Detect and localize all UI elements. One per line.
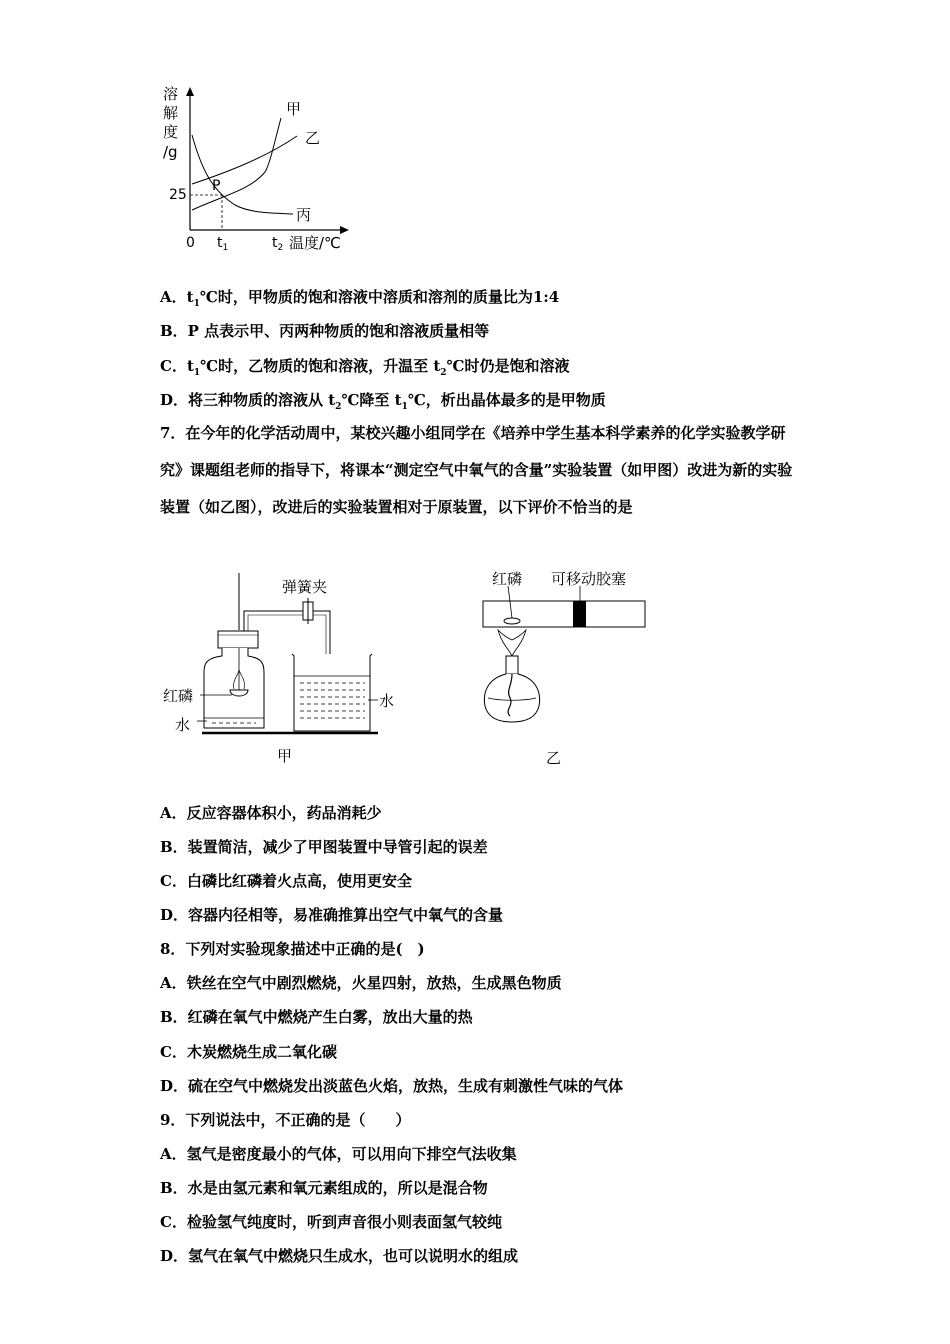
y-label-char-3: 度 bbox=[163, 123, 179, 141]
curve-label-bing: 丙 bbox=[296, 206, 312, 224]
label-phosphorus-yi: 红磷 bbox=[492, 570, 523, 588]
q9-option-d: D．氢气在氧气中燃烧只生成水，也可以说明水的组成 bbox=[160, 1247, 519, 1265]
curve-bing bbox=[192, 135, 293, 214]
phosphorus-dish bbox=[504, 618, 520, 624]
x-axis-arrow bbox=[340, 226, 349, 234]
q9-option-a: A．氢气是密度最小的气体，可以用向下排空气法收集 bbox=[160, 1145, 517, 1163]
lamp-wick-holder bbox=[506, 656, 518, 674]
q7-option-c: C．白磷比红磷着火点高，使用更安全 bbox=[160, 872, 412, 890]
label-water-right: 水 bbox=[379, 692, 395, 710]
q8-option-d: D．硫在空气中燃烧发出淡蓝色火焰，放热，生成有刺激性气味的气体 bbox=[160, 1077, 624, 1095]
origin-label: 0 bbox=[186, 235, 195, 251]
y-tick-25: 25 bbox=[169, 187, 187, 203]
q7-option-a: A．反应容器体积小，药品消耗少 bbox=[160, 804, 382, 822]
figure-yi bbox=[470, 568, 655, 773]
beaker bbox=[292, 654, 372, 731]
curve-jia bbox=[192, 118, 281, 210]
label-phosphorus-jia: 红磷 bbox=[163, 687, 194, 705]
movable-stopper bbox=[573, 601, 586, 627]
q6-option-c: C．$t_1℃$时，乙物质的饱和溶液，升温至 $t_2℃$时仍是饱和溶液 bbox=[160, 357, 570, 378]
label-water-left: 水 bbox=[175, 716, 191, 734]
chart-svg bbox=[155, 80, 355, 255]
stopper bbox=[218, 631, 258, 648]
q7-option-b: B．装置简洁，减少了甲图装置中导管引起的误差 bbox=[160, 838, 488, 856]
x-tick-t2: $t_2$ bbox=[272, 235, 284, 253]
y-label-char-4: /g bbox=[163, 143, 178, 161]
q9-option-b: B．水是由氢元素和氧元素组成的，所以是混合物 bbox=[160, 1179, 488, 1197]
q7-stem: 7．在今年的化学活动周中，某校兴趣小组同学在《培养中学生基本科学素养的化学实验教学研究》课题组老师的指导下，将课本“测定空气中氧气的含量”实验装置（如甲图）改进为新的实验装置（如乙图），改进后的实验装置相对于原装置，以下评价不恰当的是 bbox=[160, 424, 793, 516]
q9-stem: 9．下列说法中，不正确的是（ ） bbox=[160, 1111, 411, 1129]
q8-option-c: C．木炭燃烧生成二氧化碳 bbox=[160, 1043, 337, 1061]
figure-yi-svg bbox=[470, 568, 655, 773]
label-clamp: 弹簧夹 bbox=[282, 578, 328, 596]
caption-yi: 乙 bbox=[546, 749, 562, 767]
y-label-char-1: 溶 bbox=[163, 85, 179, 103]
q8-option-a: A．铁丝在空气中剧烈燃烧，火星四射，放热，生成黑色物质 bbox=[160, 974, 562, 992]
curve-label-jia: 甲 bbox=[286, 100, 302, 118]
q6-option-b: B．P 点表示甲、丙两种物质的饱和溶液质量相等 bbox=[160, 322, 490, 340]
flame-yi bbox=[498, 630, 526, 656]
alcohol-lamp bbox=[484, 674, 539, 722]
caption-jia: 甲 bbox=[277, 747, 293, 765]
figure-jia-svg bbox=[160, 568, 410, 773]
x-axis-label: 温度/℃ bbox=[289, 234, 341, 252]
point-p-label: P bbox=[212, 178, 221, 194]
y-axis-arrow bbox=[186, 87, 194, 96]
q8-option-b: B．红磷在氧气中燃烧产生白雾，放出大量的热 bbox=[160, 1008, 473, 1026]
q9-option-c: C．检验氢气纯度时，听到声音很小则表面氢气较纯 bbox=[160, 1213, 502, 1231]
label-movable-stopper: 可移动胶塞 bbox=[551, 570, 627, 588]
solubility-chart bbox=[155, 80, 355, 255]
q6-option-a: A．$t_1℃$时，甲物质的饱和溶液中溶质和溶剂的质量比为1:4 bbox=[160, 288, 560, 309]
curve-label-yi: 乙 bbox=[305, 129, 321, 147]
q6-option-d: D．将三种物质的溶液从 $t_2℃$降至 $t_1℃$，析出晶体最多的是甲物质 bbox=[160, 391, 606, 412]
q8-stem: 8．下列对实验现象描述中正确的是( ) bbox=[160, 940, 425, 958]
x-tick-t1: $t_1$ bbox=[217, 235, 229, 253]
q7-option-d: D．容器内径相等，易准确推算出空气中氧气的含量 bbox=[160, 906, 504, 924]
figure-jia bbox=[160, 568, 410, 773]
y-label-char-2: 解 bbox=[163, 104, 179, 122]
